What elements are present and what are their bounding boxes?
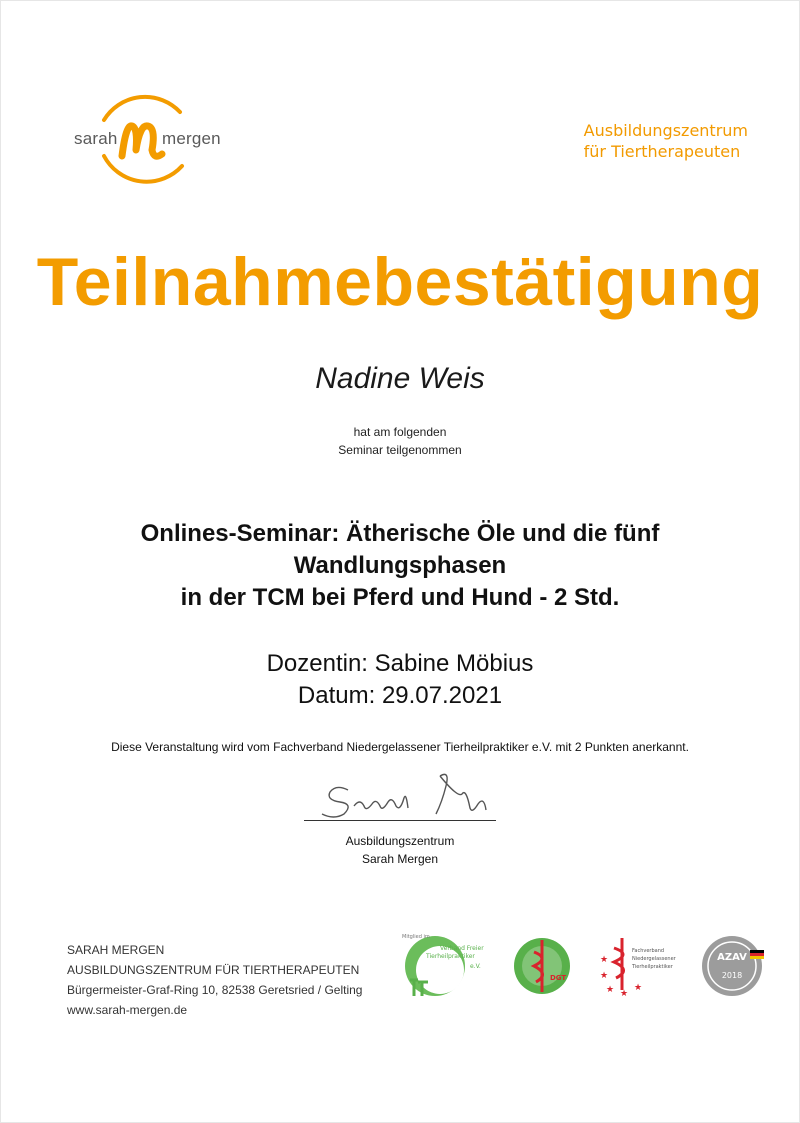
badge4-year: 2018 [721, 971, 743, 980]
intro-line2: Seminar teilgenommen [338, 443, 462, 457]
intro-line1: hat am folgenden [353, 425, 447, 439]
badge3-line1: Fachverband [632, 948, 665, 954]
fnt-badge-icon [600, 938, 677, 999]
seminar-title-line2: in der TCM bei Pferd und Hund - 2 Std. [180, 584, 620, 611]
footer-website: www.sarah-mergen.de [67, 1003, 188, 1017]
sarah-mergen-logo [70, 90, 230, 190]
svg-text:★: ★ [634, 983, 643, 993]
signature-label-line1: Ausbildungszentrum [345, 834, 455, 848]
seminar-date: Datum: 29.07.2021 [297, 682, 503, 709]
badge3-line2: Niedergelassener [632, 956, 676, 962]
seminar-details [0, 648, 800, 712]
svg-text:★: ★ [606, 985, 615, 995]
badge1-line2: Verband Freier [440, 945, 484, 952]
signature-label-line2: Sarah Mergen [361, 852, 439, 866]
seminar-title-line1: Onlines-Seminar: Ätherische Öle und die fünf Wandlungsphasen [140, 520, 660, 579]
svg-text:★: ★ [600, 955, 609, 965]
signature-line [304, 820, 496, 821]
handwritten-signature [300, 768, 500, 828]
seminar-title [40, 518, 760, 614]
lecturer: Dozentin: Sabine Möbius [266, 650, 534, 677]
participant-name: Nadine Weis [315, 362, 485, 395]
logo-word-left: sarah [74, 129, 118, 148]
footer-address [67, 940, 362, 1020]
footer-line1: SARAH MERGEN [67, 943, 165, 957]
association-badges [400, 930, 770, 1000]
intro-text [0, 423, 800, 459]
org-tagline-line2: für Tiertherapeuten [583, 142, 741, 161]
footer-line3: Bürgermeister-Graf-Ring 10, 82538 Geretsried / Gelting [67, 983, 363, 997]
svg-text:★: ★ [620, 989, 629, 999]
accreditation-note: Diese Veranstaltung wird vom Fachverband Niedergelassener Tierheilpraktiker e.V. mit 2 Punkten anerkannt. [111, 740, 689, 754]
badge1-line4: e.V. [470, 963, 481, 970]
badge1-line3: Tierheilpraktiker [426, 953, 475, 960]
signature-label [0, 832, 800, 868]
org-tagline [584, 120, 748, 162]
document-title: Teilnahmebestätigung [36, 244, 764, 320]
dgt-badge-icon [514, 938, 570, 994]
svg-text:★: ★ [600, 971, 609, 981]
badge2-text: DGT [550, 974, 567, 982]
badge4-text: AZAV [717, 952, 747, 963]
badge1-line1: Mitglied im [402, 934, 430, 940]
org-tagline-line1: Ausbildungszentrum [583, 121, 748, 140]
vft-badge-icon [402, 934, 484, 996]
azav-seal-icon [702, 936, 764, 996]
logo-word-right: mergen [162, 129, 221, 148]
badge3-line3: Tierheilpraktiker [632, 964, 673, 970]
footer-line2: AUSBILDUNGSZENTRUM FÜR TIERTHERAPEUTEN [67, 963, 360, 977]
